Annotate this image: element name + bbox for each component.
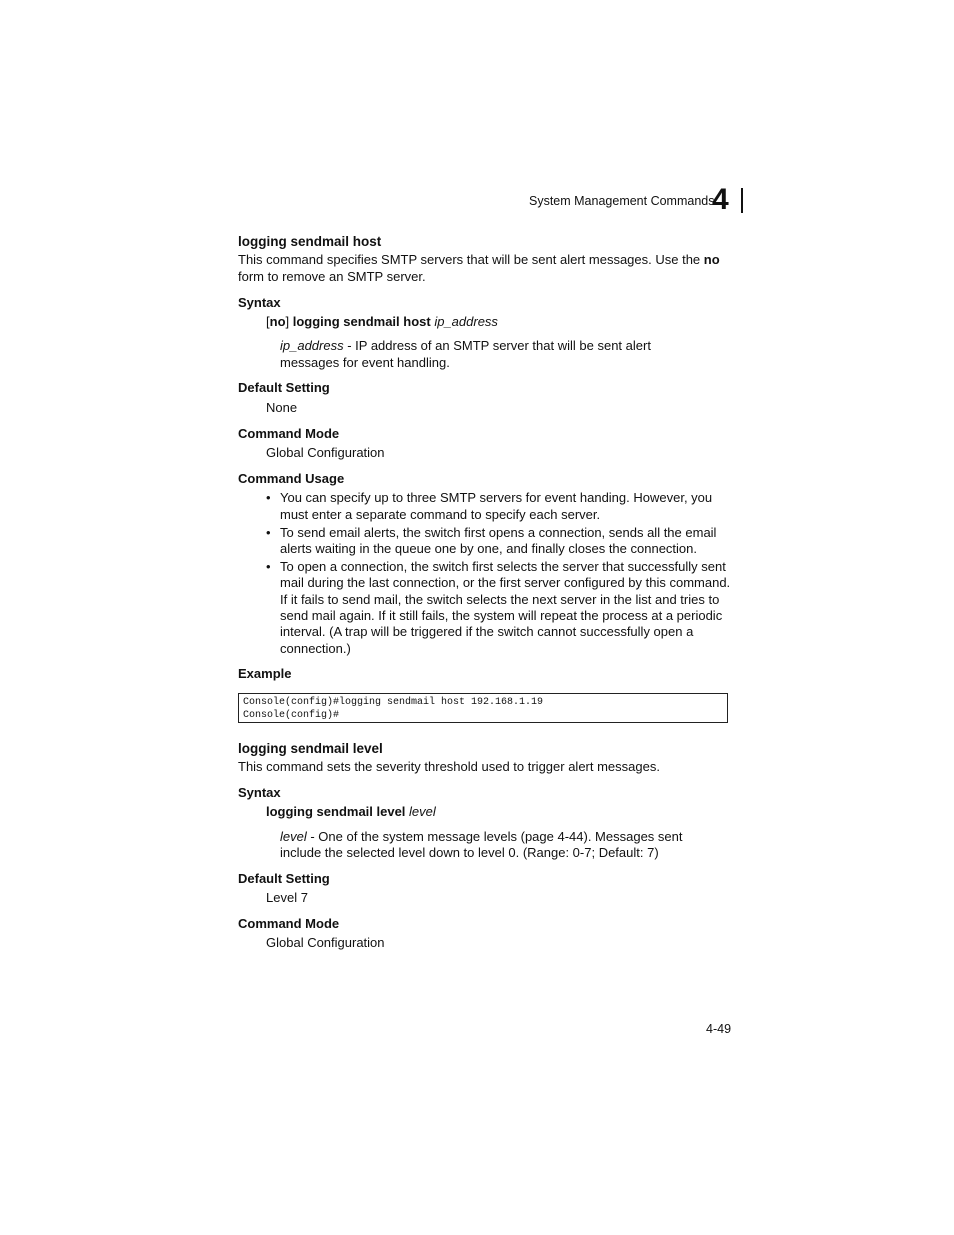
section-title-sendmail-host: logging sendmail host <box>238 234 382 249</box>
command-mode-heading: Command Mode <box>238 916 340 931</box>
syntax-bracket-close: ] <box>285 314 293 329</box>
param-desc: - IP address of an SMTP server that will be sent alert <box>343 338 651 353</box>
usage-bullet-line: interval. (A trap will be triggered if the switch cannot successfully open a <box>280 624 694 639</box>
parameter-description-line2: include the selected level down to level 0. (Range: 0-7; Default: 7) <box>280 845 659 860</box>
usage-bullet-line: To open a connection, the switch first selects the server that successfully sent <box>280 559 726 574</box>
usage-bullet-line: mail during the last connection, or the first server configured by this command. <box>280 575 731 590</box>
example-heading: Example <box>238 666 292 681</box>
chapter-bar-divider <box>741 188 743 213</box>
running-header: System Management Commands <box>529 194 715 208</box>
default-setting-value: None <box>266 400 298 415</box>
desc-text: This command specifies SMTP servers that will be sent alert messages. Use the <box>238 252 704 267</box>
section-description <box>238 252 720 269</box>
syntax-command: logging sendmail level <box>266 804 406 819</box>
usage-bullet-line: You can specify up to three SMTP servers for event handing. However, you <box>280 490 713 505</box>
syntax-parameter: level <box>409 804 436 819</box>
bullet-dot-icon: • <box>266 525 271 540</box>
syntax-bracket-open: [ <box>266 314 270 329</box>
section-title-sendmail-level: logging sendmail level <box>238 741 383 756</box>
parameter-description <box>280 829 706 846</box>
default-setting-heading: Default Setting <box>238 380 330 395</box>
parameter-description-line2: messages for event handling. <box>280 355 450 370</box>
bullet-dot-icon: • <box>266 490 271 505</box>
syntax-heading: Syntax <box>238 785 281 800</box>
parameter-description <box>280 338 676 355</box>
bullet-dot-icon: • <box>266 559 271 574</box>
usage-bullet-line: alerts waiting in the queue one by one, and finally closes the connection. <box>280 541 697 556</box>
chapter-number: 4 <box>712 183 729 216</box>
usage-bullet-line: If it fails to send mail, the switch selects the next server in the list and tries to <box>280 592 720 607</box>
code-line: Console(config)# <box>243 710 340 721</box>
page-number: 4-49 <box>706 1022 732 1036</box>
syntax-heading: Syntax <box>238 295 281 310</box>
code-example-box <box>238 693 728 723</box>
command-mode-heading: Command Mode <box>238 426 340 441</box>
section-description-line2: form to remove an SMTP server. <box>238 269 426 284</box>
usage-bullet-line: must enter a separate command to specify each server. <box>280 507 601 522</box>
param-name: ip_address <box>280 338 344 353</box>
default-setting-heading: Default Setting <box>238 871 330 886</box>
usage-bullet-line: send mail again. If it still fails, the system will repeat the process at a periodic <box>280 608 723 623</box>
syntax-line <box>266 314 498 331</box>
command-mode-value: Global Configuration <box>266 935 385 950</box>
syntax-no-keyword: no <box>269 314 286 329</box>
desc-keyword: no <box>703 252 720 267</box>
syntax-command: logging sendmail host <box>292 314 431 329</box>
syntax-line <box>266 804 436 821</box>
section-description: This command sets the severity threshold used to trigger alert messages. <box>238 759 660 774</box>
code-line: Console(config)#logging sendmail host 192.168.1.19 <box>243 697 544 708</box>
param-desc: - One of the system message levels (page 4-44). Messages sent <box>306 829 683 844</box>
param-name: level <box>280 829 307 844</box>
default-setting-value: Level 7 <box>266 890 308 905</box>
usage-bullet-line: connection.) <box>280 641 351 656</box>
usage-bullet-line: To send email alerts, the switch first opens a connection, sends all the email <box>280 525 717 540</box>
command-usage-heading: Command Usage <box>238 471 345 486</box>
command-mode-value: Global Configuration <box>266 445 385 460</box>
syntax-parameter: ip_address <box>434 314 498 329</box>
